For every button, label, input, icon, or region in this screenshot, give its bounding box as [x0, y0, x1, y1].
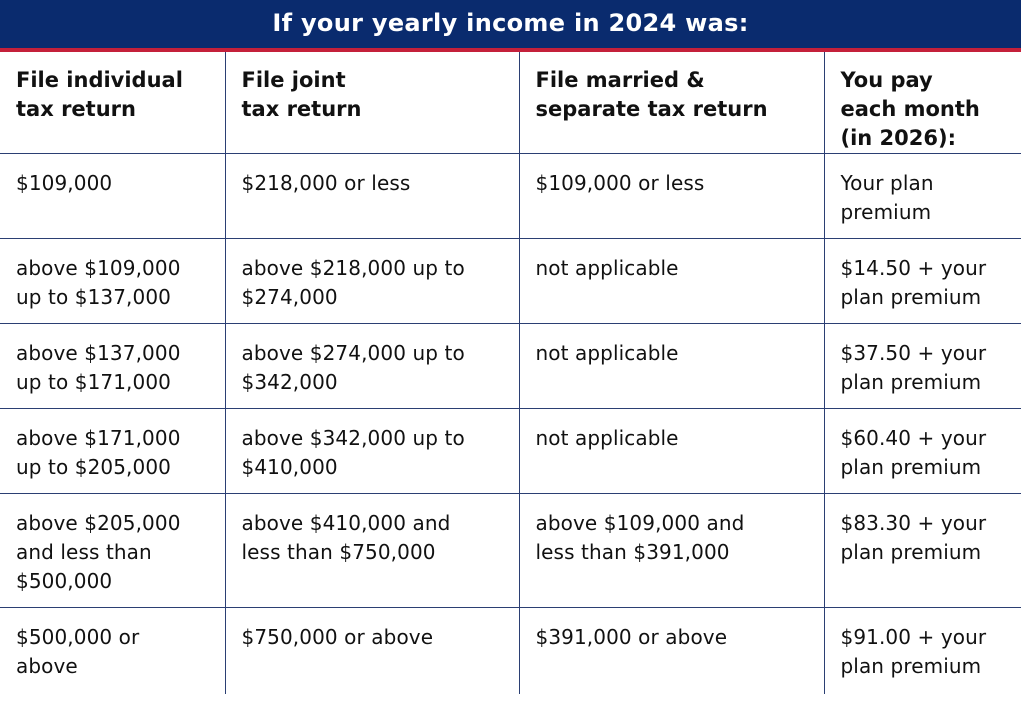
cell-individual: $500,000 or above	[0, 608, 225, 694]
cell-individual: above $137,000 up to $171,000	[0, 324, 225, 409]
table-row	[0, 324, 1021, 409]
cell-monthly-payment: $83.30 + your plan premium	[824, 494, 1021, 608]
cell-individual: above $205,000 and less than $500,000	[0, 494, 225, 608]
cell-individual: above $109,000 up to $137,000	[0, 239, 225, 324]
header-monthly-payment: You pay each month (in 2026):	[824, 52, 1021, 154]
header-individual: File individual tax return	[0, 52, 225, 154]
cell-joint: above $342,000 up to $410,000	[225, 409, 519, 494]
cell-individual: above $171,000 up to $205,000	[0, 409, 225, 494]
cell-joint: above $274,000 up to $342,000	[225, 324, 519, 409]
table-row	[0, 239, 1021, 324]
cell-monthly-payment: $91.00 + your plan premium	[840, 625, 987, 678]
cell-monthly-payment: $14.50 + your plan premium	[824, 239, 1021, 324]
cell-monthly-payment: $60.40 + your plan premium	[824, 409, 1021, 494]
income-premium-table	[0, 52, 1021, 694]
cell-married-separate: not applicable	[519, 239, 824, 324]
cell-married-separate: $391,000 or above	[519, 608, 824, 694]
cell-joint: above $218,000 up to $274,000	[225, 239, 519, 324]
cell-joint: above $410,000 and less than $750,000	[225, 494, 519, 608]
cell-monthly-payment: Your plan premium	[824, 154, 1021, 239]
cell-married-separate: above $109,000 and less than $391,000	[519, 494, 824, 608]
cell-joint: $750,000 or above	[225, 608, 519, 694]
table-row	[0, 409, 1021, 494]
table-row	[0, 494, 1021, 608]
cell-married-separate: not applicable	[519, 409, 824, 494]
table-row	[0, 154, 1021, 239]
cell-married-separate: not applicable	[519, 324, 824, 409]
cell-joint: $218,000 or less	[225, 154, 519, 239]
header-married-separate: File married & separate tax return	[519, 52, 824, 154]
table-row	[0, 608, 1021, 694]
header-joint: File joint tax return	[225, 52, 519, 154]
cell-individual: $109,000	[0, 154, 225, 239]
cell-monthly-payment: $37.50 + your plan premium	[824, 324, 1021, 409]
table-title-banner: If your yearly income in 2024 was:	[0, 0, 1021, 52]
header-row	[0, 52, 1021, 154]
cell-married-separate: $109,000 or less	[519, 154, 824, 239]
